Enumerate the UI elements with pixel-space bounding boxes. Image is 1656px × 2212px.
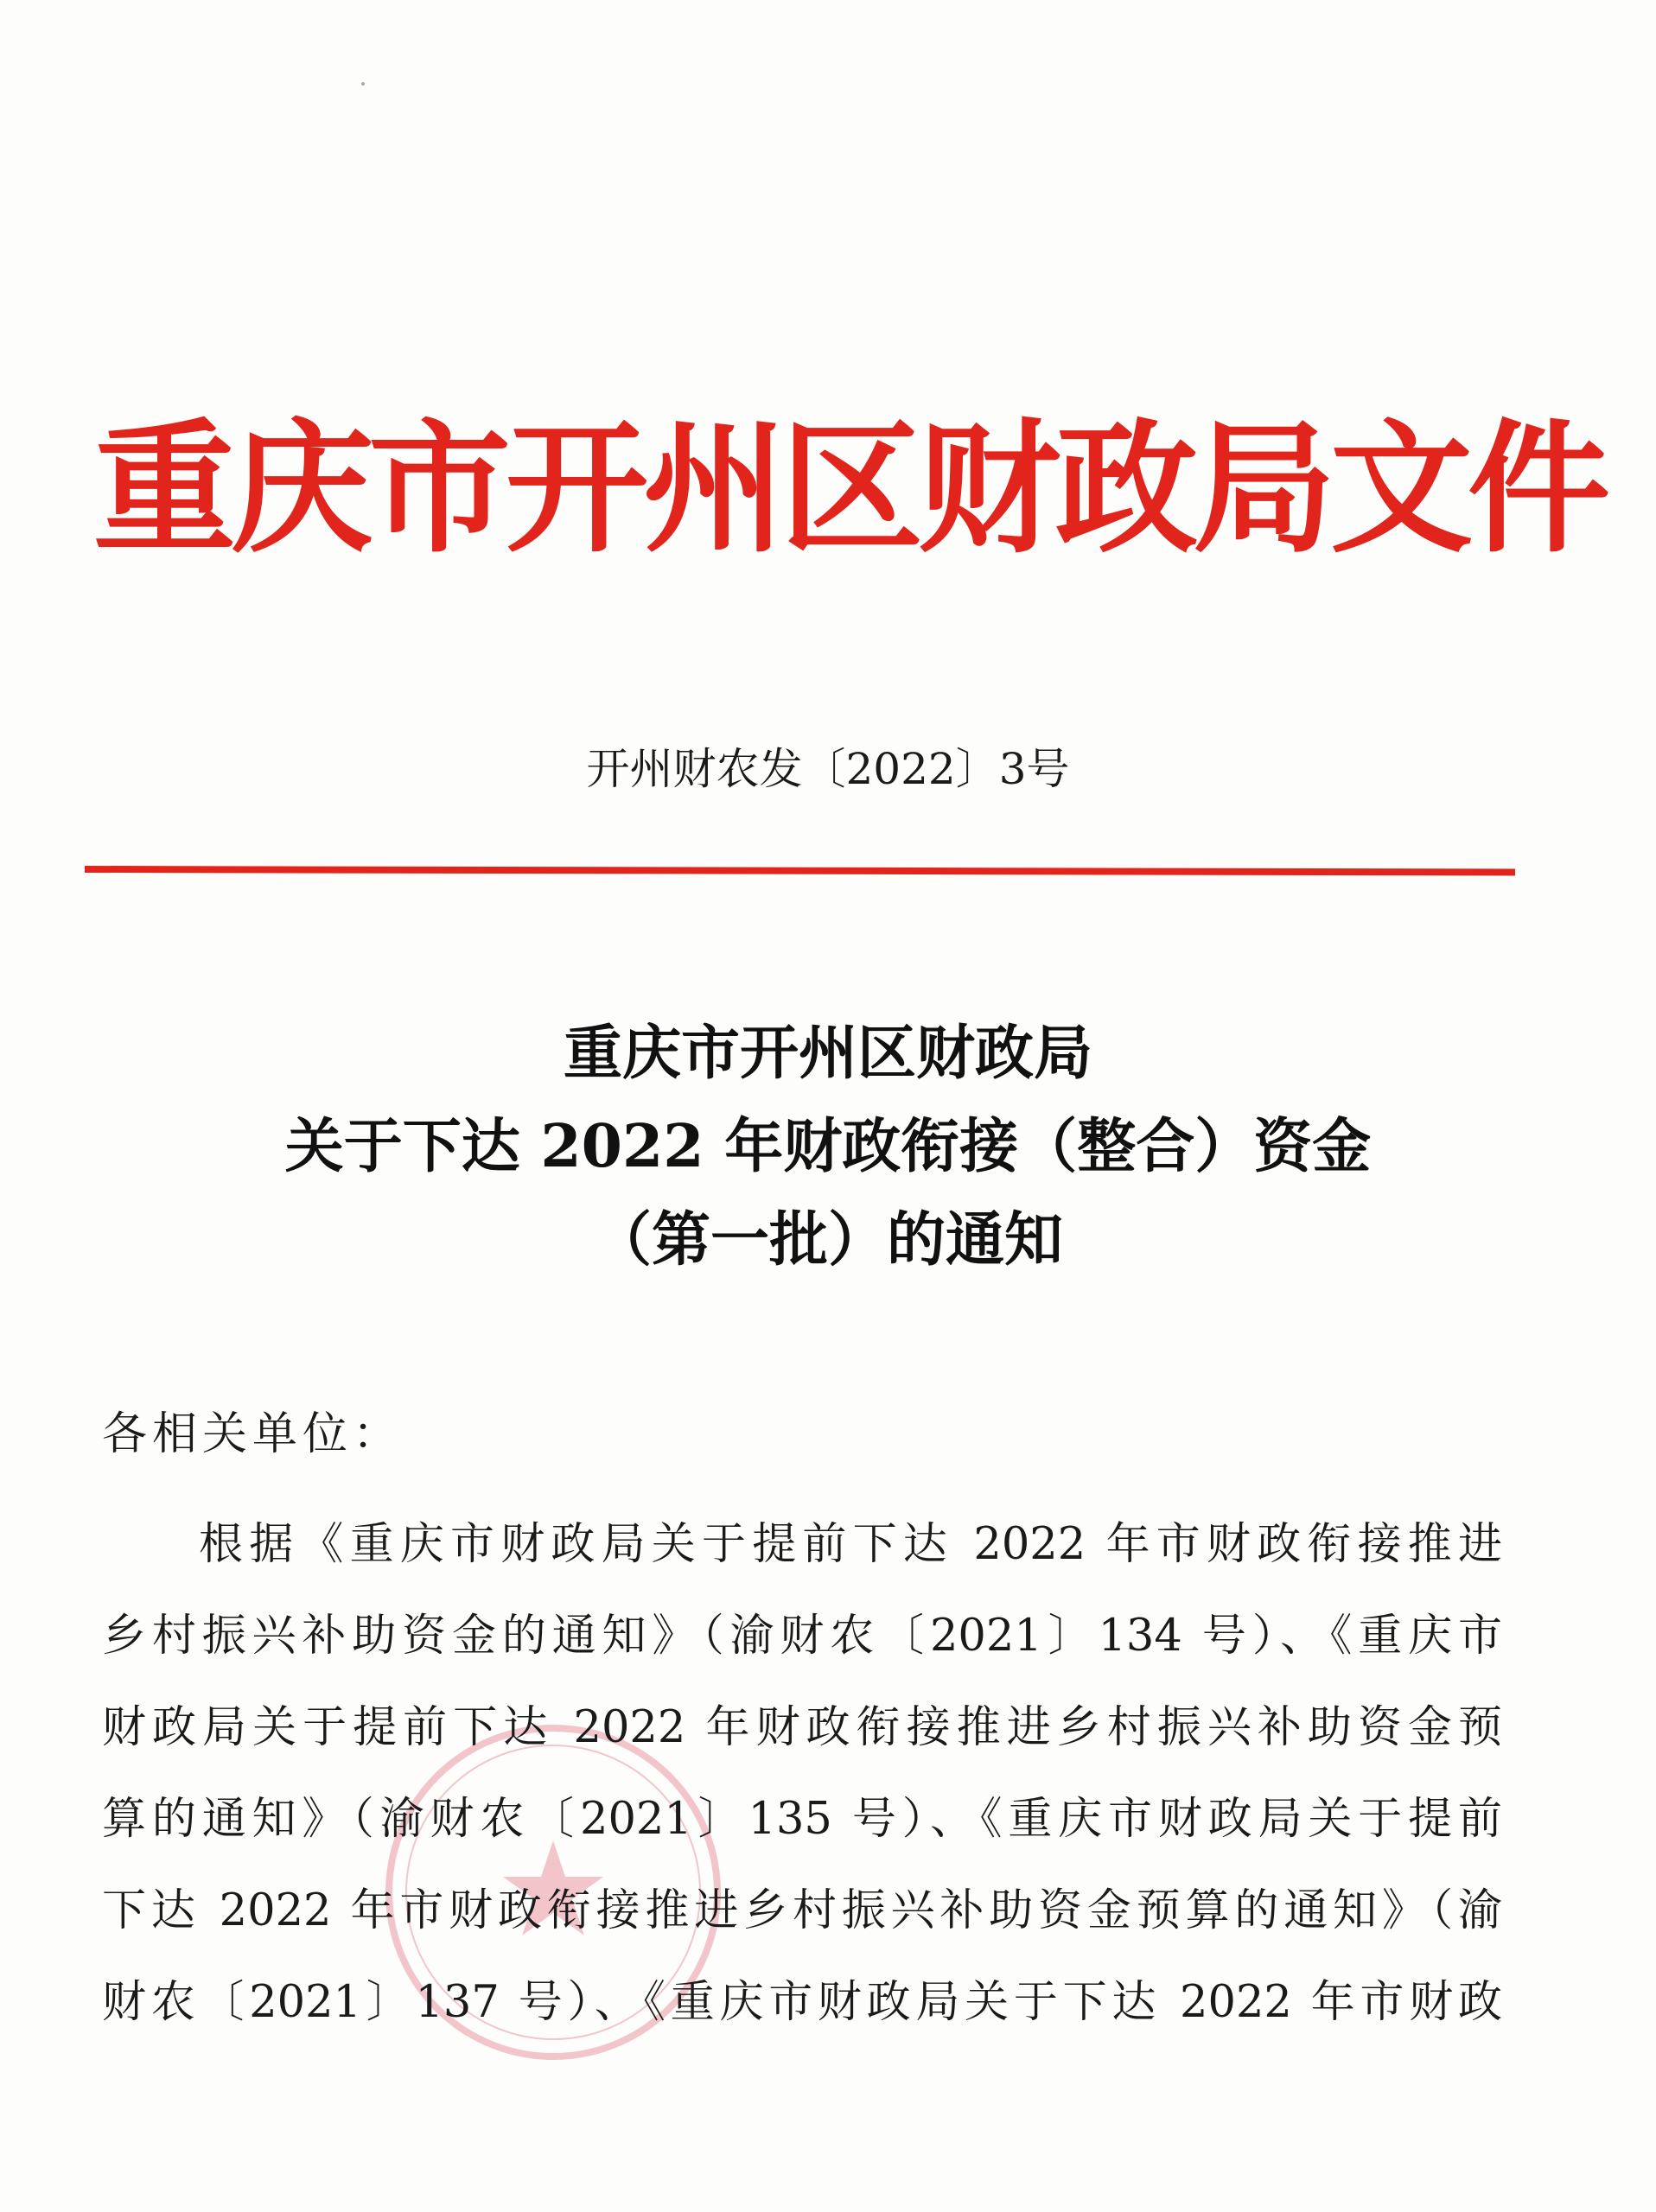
- scan-speck: [361, 82, 365, 86]
- document-title: [0, 1007, 1656, 1287]
- body-line: 算的通知》（渝财农〔2021〕135 号）、《重庆市财政局关于提前: [102, 1794, 1502, 1845]
- body-line: 财政局关于提前下达 2022 年财政衔接推进乡村振兴补助资金预: [102, 1702, 1502, 1753]
- body-line: 下达 2022 年市财政衔接推进乡村振兴补助资金预算的通知》（渝: [102, 1885, 1502, 1936]
- red-separator-line: [85, 866, 1515, 875]
- salutation: 各相关单位：: [102, 1408, 404, 1460]
- title-line-3: （第一批）的通知: [592, 1205, 1063, 1274]
- body-line: 根据《重庆市财政局关于提前下达 2022 年市财政衔接推进: [199, 1519, 1502, 1570]
- title-line-1: 重庆市开州区财政局: [563, 1019, 1092, 1088]
- body-line: 财农〔2021〕137 号）、《重庆市财政局关于下达 2022 年市财政: [102, 1977, 1502, 2028]
- body-paragraph: [102, 1499, 1519, 2049]
- document-number: 开州财农发〔2022〕3号: [586, 744, 1070, 794]
- title-line-2: 关于下达 2022 年财政衔接（整合）资金: [284, 1112, 1372, 1181]
- body-line: 乡村振兴补助资金的通知》（渝财农〔2021〕134 号）、《重庆市: [102, 1611, 1502, 1662]
- document-masthead: 重庆市开州区财政局文件: [93, 404, 1605, 572]
